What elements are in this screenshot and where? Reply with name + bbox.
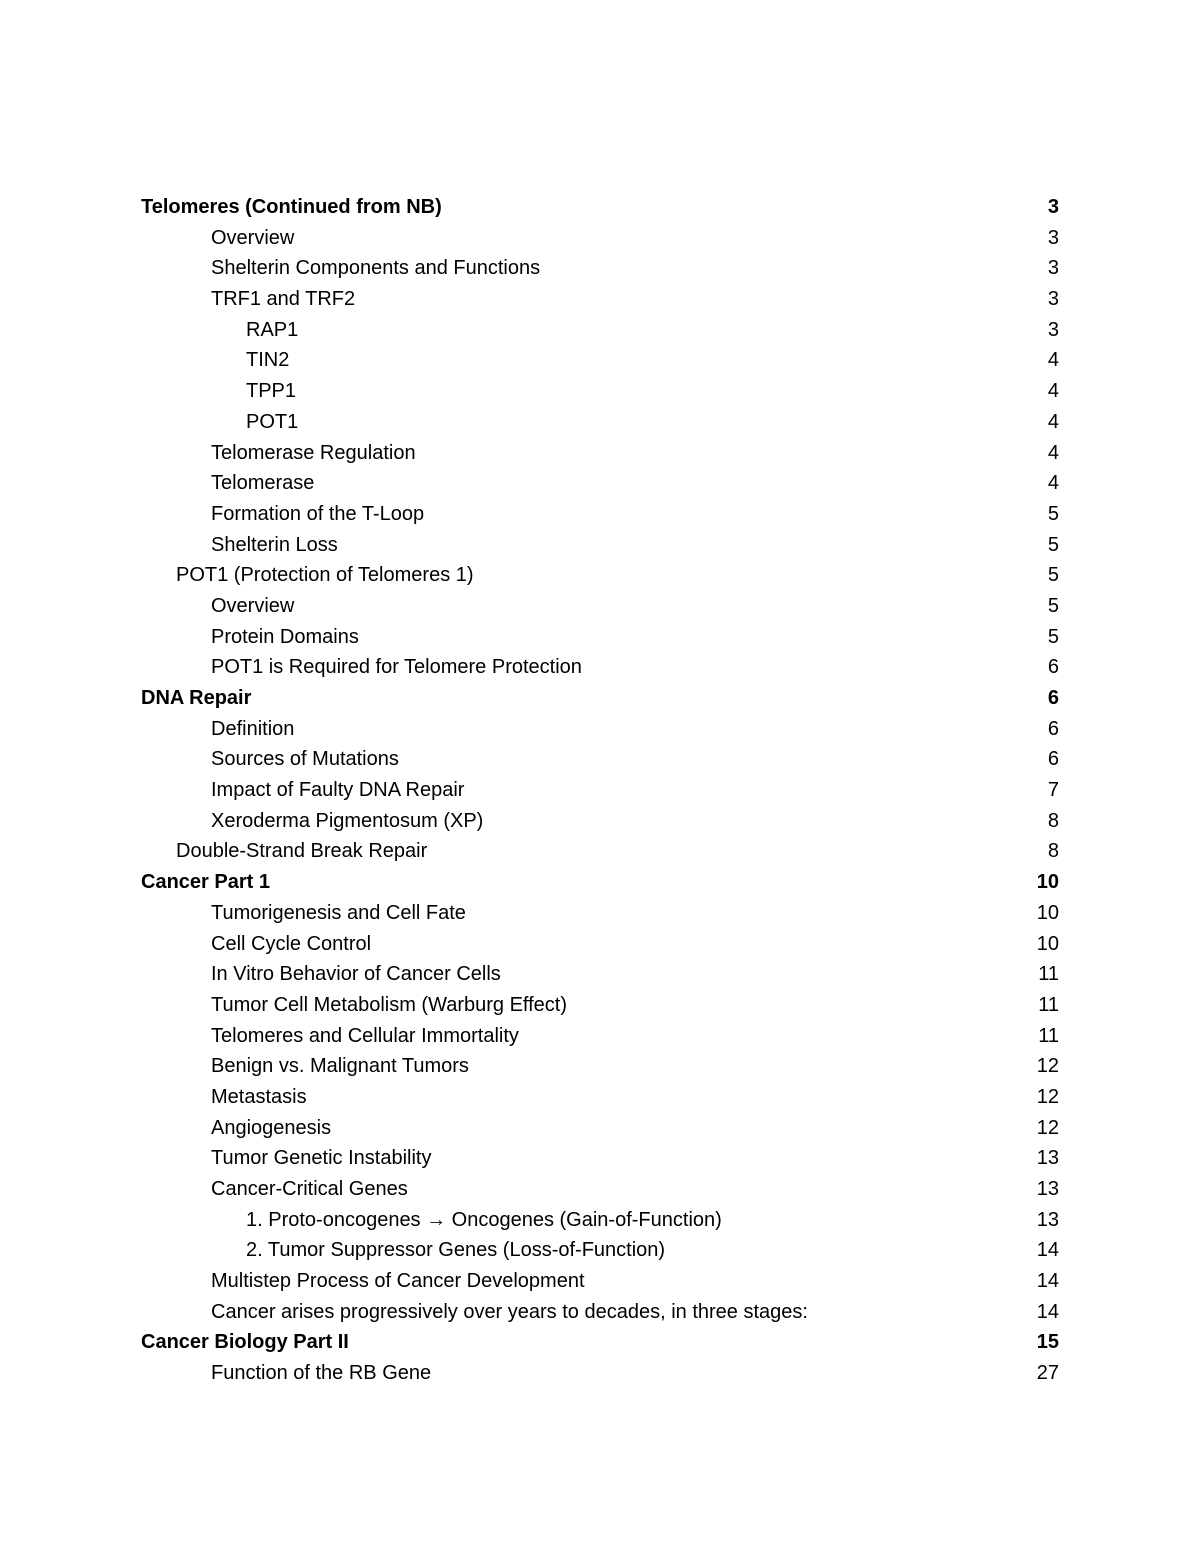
toc-entry[interactable]: [141, 1205, 1059, 1236]
toc-entry-title: 2. Tumor Suppressor Genes (Loss-of-Function): [246, 1239, 666, 1262]
toc-entry[interactable]: [141, 775, 1059, 806]
toc-entry[interactable]: [141, 714, 1059, 745]
toc-entry-title: Telomeres and Cellular Immortality: [211, 1024, 519, 1047]
toc-entry[interactable]: [141, 622, 1059, 653]
toc-entry[interactable]: [141, 1021, 1059, 1052]
toc-page-number: 14: [1036, 1239, 1059, 1262]
toc-page-number: 4: [1047, 441, 1059, 464]
toc-page-number: 12: [1036, 1085, 1059, 1108]
toc-entry-title: Multistep Process of Cancer Development: [211, 1270, 585, 1293]
toc-entry[interactable]: [141, 652, 1059, 683]
toc-page-number: 13: [1036, 1208, 1059, 1231]
toc-entry-title: Cancer arises progressively over years to decades, in three stages:: [211, 1300, 808, 1323]
toc-page-number: 4: [1047, 410, 1059, 433]
toc-page-number: 11: [1038, 963, 1059, 986]
toc-entry-title: Metastasis: [211, 1085, 307, 1108]
toc-entry-title: TRF1 and TRF2: [211, 288, 356, 311]
toc-page-number: 8: [1047, 809, 1059, 832]
toc-section-heading[interactable]: [141, 1327, 1059, 1358]
toc-page-number: 4: [1047, 349, 1059, 372]
toc-entry-title: Formation of the T-Loop: [211, 502, 425, 525]
toc-entry[interactable]: [141, 1235, 1059, 1266]
toc-entry-title: Benign vs. Malignant Tumors: [211, 1055, 469, 1078]
toc-page-number: 10: [1036, 932, 1059, 955]
toc-entry-title: Tumor Cell Metabolism (Warburg Effect): [211, 993, 568, 1016]
toc-page-number: 5: [1047, 625, 1059, 648]
toc-entry-title: 1. Proto-oncogenes → Oncogenes (Gain-of-Function): [246, 1208, 722, 1231]
toc-entry-title: In Vitro Behavior of Cancer Cells: [211, 963, 501, 986]
toc-page-number: 3: [1047, 226, 1059, 249]
toc-entry[interactable]: [141, 1297, 1059, 1328]
toc-entry[interactable]: [141, 345, 1059, 376]
toc-page-number: 3: [1047, 318, 1059, 341]
toc-page-number: 4: [1047, 380, 1059, 403]
toc-entry[interactable]: [141, 1143, 1059, 1174]
toc-page-number: 14: [1036, 1270, 1059, 1293]
toc-entry[interactable]: [141, 959, 1059, 990]
toc-section-heading[interactable]: [141, 683, 1059, 714]
toc-entry-title: Sources of Mutations: [211, 748, 399, 771]
toc-entry[interactable]: [141, 836, 1059, 867]
toc-entry-title: Angiogenesis: [211, 1116, 332, 1139]
toc-entry-title: POT1 (Protection of Telomeres 1): [176, 564, 474, 587]
toc-page-number: 27: [1036, 1362, 1059, 1385]
toc-entry[interactable]: [141, 499, 1059, 530]
toc-page-number: 5: [1047, 594, 1059, 617]
toc-page-number: 13: [1036, 1147, 1059, 1170]
toc-entry[interactable]: [141, 468, 1059, 499]
toc-entry[interactable]: [141, 1266, 1059, 1297]
toc-page-number: 4: [1047, 472, 1059, 495]
toc-page-number: 11: [1038, 993, 1059, 1016]
toc-entry-title: Overview: [211, 226, 295, 249]
toc-page-number: 6: [1047, 656, 1059, 679]
toc-entry[interactable]: [141, 591, 1059, 622]
toc-page-number: 15: [1036, 1331, 1059, 1354]
toc-entry-title: Telomerase Regulation: [211, 441, 416, 464]
toc-section-heading[interactable]: [141, 192, 1059, 223]
toc-page-number: 6: [1047, 748, 1059, 771]
toc-page-number: 6: [1047, 717, 1059, 740]
toc-entry[interactable]: [141, 560, 1059, 591]
toc-entry-title: Telomerase: [211, 472, 315, 495]
toc-entry-title: POT1: [246, 410, 299, 433]
toc-entry-title: DNA Repair: [141, 687, 252, 709]
toc-entry-title: Telomeres (Continued from NB): [141, 196, 442, 218]
toc-entry[interactable]: [141, 898, 1059, 929]
toc-entry-title: TIN2: [246, 349, 290, 372]
toc-page-number: 5: [1047, 502, 1059, 525]
toc-page-number: 3: [1047, 196, 1059, 218]
toc-entry[interactable]: [141, 744, 1059, 775]
toc-entry[interactable]: [141, 530, 1059, 561]
table-of-contents: [141, 192, 1059, 1389]
toc-entry[interactable]: [141, 223, 1059, 254]
toc-entry-title: Xeroderma Pigmentosum (XP): [211, 809, 484, 832]
toc-entry-title: Impact of Faulty DNA Repair: [211, 779, 465, 802]
toc-entry[interactable]: [141, 438, 1059, 469]
toc-page-number: 10: [1036, 871, 1059, 894]
toc-page-number: 11: [1038, 1024, 1059, 1047]
toc-page-number: 8: [1047, 840, 1059, 863]
toc-page-number: 7: [1047, 779, 1059, 802]
toc-entry-title: Tumor Genetic Instability: [211, 1147, 432, 1170]
toc-page-number: 12: [1036, 1055, 1059, 1078]
toc-entry-title: Definition: [211, 717, 295, 740]
toc-entry-title: Cancer Biology Part II: [141, 1331, 349, 1354]
toc-entry-title: POT1 is Required for Telomere Protection: [211, 656, 582, 679]
toc-page-number: 3: [1047, 257, 1059, 280]
toc-entry[interactable]: [141, 376, 1059, 407]
toc-entry-title: Double-Strand Break Repair: [176, 840, 428, 863]
toc-entry-title: Overview: [211, 594, 295, 617]
toc-page-number: 13: [1036, 1178, 1059, 1200]
toc-entry[interactable]: [141, 929, 1059, 960]
toc-page-number: 3: [1047, 288, 1059, 311]
toc-entry[interactable]: [141, 806, 1059, 837]
toc-page-number: 6: [1047, 687, 1059, 709]
toc-entry[interactable]: [141, 253, 1059, 284]
toc-entry[interactable]: [141, 407, 1059, 438]
toc-entry-title: Tumorigenesis and Cell Fate: [211, 901, 466, 924]
toc-entry-title: RAP1: [246, 318, 299, 341]
toc-page-number: 12: [1036, 1116, 1059, 1139]
toc-page-number: 10: [1036, 901, 1059, 924]
toc-entry-title: Cancer Part 1: [141, 871, 270, 894]
toc-entry-title: Protein Domains: [211, 625, 359, 648]
toc-entry[interactable]: [141, 1113, 1059, 1144]
toc-entry[interactable]: [141, 1174, 1059, 1205]
toc-entry[interactable]: [141, 1082, 1059, 1113]
toc-entry[interactable]: [141, 1358, 1059, 1389]
toc-entry-title: Shelterin Components and Functions: [211, 257, 541, 280]
toc-page-number: 14: [1036, 1300, 1059, 1323]
toc-entry[interactable]: [141, 284, 1059, 315]
toc-entry-title: TPP1: [246, 380, 297, 403]
toc-page-number: 5: [1047, 533, 1059, 556]
toc-entry[interactable]: [141, 315, 1059, 346]
toc-entry-title: Function of the RB Gene: [211, 1362, 432, 1385]
toc-section-heading[interactable]: [141, 867, 1059, 898]
toc-page-number: 5: [1047, 564, 1059, 587]
toc-entry[interactable]: [141, 1051, 1059, 1082]
toc-entry[interactable]: [141, 990, 1059, 1021]
toc-entry-title: Cell Cycle Control: [211, 932, 372, 955]
toc-entry-title: Cancer-Critical Genes: [211, 1178, 408, 1200]
toc-entry-title: Shelterin Loss: [211, 533, 338, 556]
